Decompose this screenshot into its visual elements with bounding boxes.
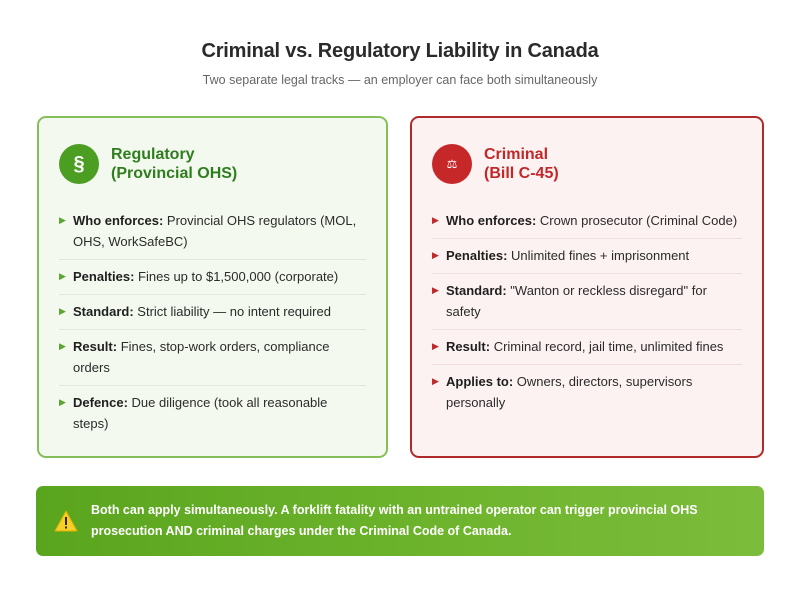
regulatory-list	[59, 204, 366, 441]
regulatory-title-line2: (Provincial OHS)	[111, 165, 238, 182]
regulatory-card	[37, 116, 388, 458]
list-item	[59, 204, 366, 260]
warning-banner-text: Both can apply simultaneously. A forklift fatality with an untrained operator can trigger provincial OHS prosecution AND criminal charges under the Criminal Code of Canada.	[91, 503, 698, 538]
regulatory-card-header	[59, 142, 366, 186]
triangle-right-icon: ▶	[59, 215, 66, 225]
list-item	[432, 274, 742, 330]
item-label: Penalties:	[446, 248, 508, 263]
item-value: Due diligence (took all reasonable steps)	[73, 395, 328, 431]
regulatory-title-line1: Regulatory	[111, 146, 195, 163]
page-title: Criminal vs. Regulatory Liability in Canada	[201, 40, 599, 62]
list-item	[432, 330, 742, 365]
item-label: Penalties:	[73, 269, 135, 284]
triangle-right-icon: ▶	[59, 341, 66, 351]
item-label: Who enforces:	[446, 213, 537, 228]
list-item	[59, 330, 366, 386]
warning-icon	[54, 510, 78, 532]
item-label: Defence:	[73, 395, 128, 410]
triangle-right-icon: ▶	[432, 250, 439, 260]
item-label: Result:	[446, 339, 491, 354]
regulatory-card-title	[111, 145, 237, 183]
triangle-right-icon: ▶	[432, 285, 439, 295]
triangle-right-icon: ▶	[59, 397, 66, 407]
item-value: Provincial OHS regulators (MOL, OHS, WorkSafeBC)	[73, 213, 357, 249]
item-label: Result:	[73, 339, 118, 354]
item-label: Who enforces:	[73, 213, 164, 228]
list-item	[432, 365, 742, 420]
list-item	[59, 260, 366, 295]
item-value: Crown prosecutor (Criminal Code)	[539, 213, 738, 228]
list-item	[59, 386, 366, 441]
triangle-right-icon: ▶	[432, 215, 439, 225]
criminal-title-line1: Criminal	[484, 146, 549, 163]
item-label: Standard:	[446, 283, 507, 298]
triangle-right-icon: ▶	[59, 271, 66, 281]
criminal-card-title	[484, 145, 559, 183]
criminal-card	[410, 116, 764, 458]
list-item	[59, 295, 366, 330]
scales-icon: ⚖	[432, 144, 472, 184]
item-value: "Wanton or reckless disregard" for safety	[446, 283, 707, 319]
item-value: Unlimited fines + imprisonment	[511, 248, 690, 263]
warning-banner	[36, 486, 764, 556]
triangle-right-icon: ▶	[432, 376, 439, 386]
list-item	[432, 204, 742, 239]
criminal-card-header	[432, 142, 742, 186]
item-value: Strict liability — no intent required	[137, 304, 331, 319]
item-value: Fines, stop-work orders, compliance orders	[73, 339, 330, 375]
criminal-title-line2: (Bill C-45)	[484, 165, 559, 182]
triangle-right-icon: ▶	[432, 341, 439, 351]
criminal-list	[432, 204, 742, 420]
item-value: Owners, directors, supervisors personally	[446, 374, 693, 410]
section-sign-icon: §	[59, 144, 99, 184]
list-item	[432, 239, 742, 274]
item-label: Standard:	[73, 304, 134, 319]
item-value: Fines up to $1,500,000 (corporate)	[138, 269, 339, 284]
page-subtitle: Two separate legal tracks — an employer can face both simultaneously	[202, 73, 598, 87]
item-label: Applies to:	[446, 374, 514, 389]
triangle-right-icon: ▶	[59, 306, 66, 316]
item-value: Criminal record, jail time, unlimited fines	[493, 339, 724, 354]
